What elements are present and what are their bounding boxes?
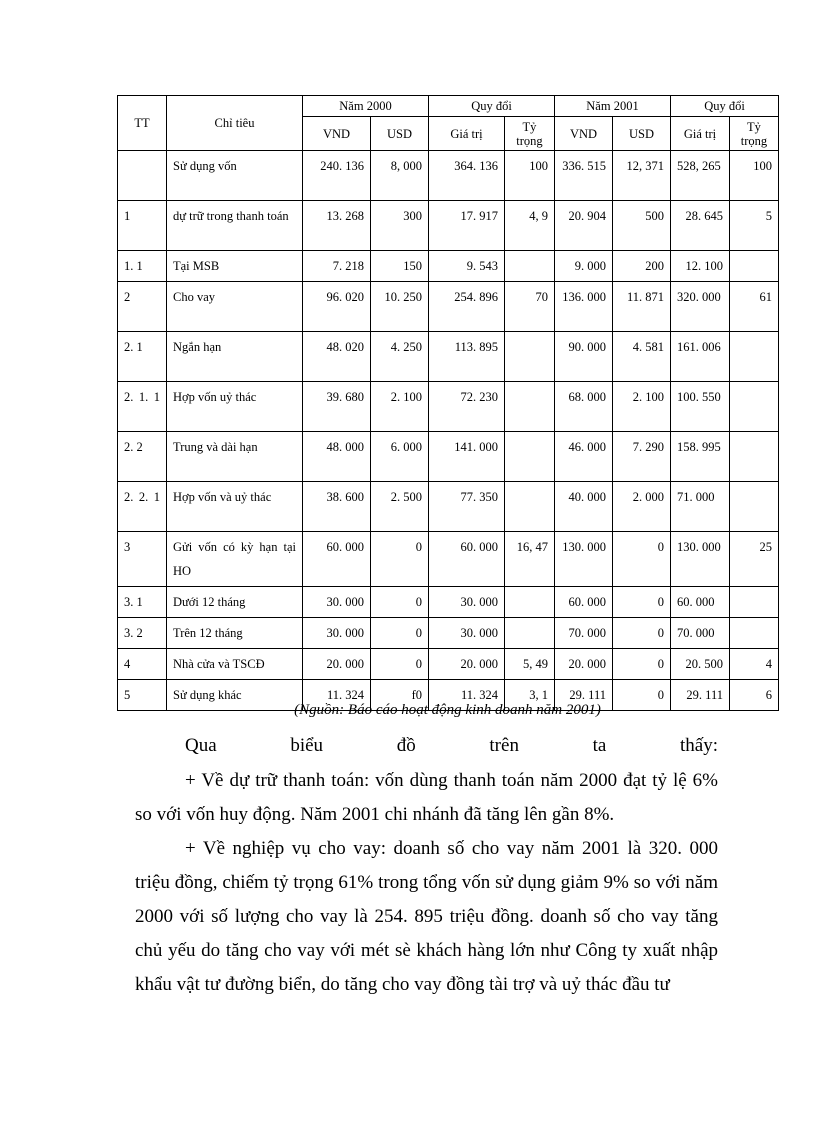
cell-vnd-2001: 60. 000	[555, 587, 613, 618]
cell-gia-tri-1: 60. 000	[429, 532, 505, 587]
cell-vnd-2001: 40. 000	[555, 482, 613, 532]
cell-gia-tri-1: 77. 350	[429, 482, 505, 532]
table-row	[118, 649, 779, 680]
cell-vnd-2000: 20. 000	[303, 649, 371, 680]
cell-vnd-2000: 7. 218	[303, 251, 371, 282]
cell-label: Dưới 12 tháng	[167, 587, 303, 618]
table-row	[118, 382, 779, 432]
table-row	[118, 201, 779, 251]
cell-gia-tri-2: 130. 000	[671, 532, 730, 587]
table-row	[118, 332, 779, 382]
cell-gia-tri-1: 20. 000	[429, 649, 505, 680]
header-vnd-2000: VND	[303, 117, 371, 151]
cell-vnd-2001: 20. 000	[555, 649, 613, 680]
cell-tt: 5	[118, 680, 167, 711]
cell-usd-2000: 0	[371, 532, 429, 587]
table-source-caption: (Nguồn: Báo cáo hoạt động kinh doanh năm 2001)	[294, 702, 601, 718]
header-chi-tieu: Chỉ tiêu	[167, 96, 303, 151]
cell-tt: 2. 2. 1	[118, 482, 167, 532]
cell-gia-tri-2: 100. 550	[671, 382, 730, 432]
cell-ty-trong-2: 61	[730, 282, 779, 332]
header-nam-2000: Năm 2000	[303, 96, 429, 117]
cell-label: Sử dụng khác	[167, 680, 303, 711]
header-nam-2001: Năm 2001	[555, 96, 671, 117]
cell-vnd-2001: 70. 000	[555, 618, 613, 649]
cell-gia-tri-2: 12. 100	[671, 251, 730, 282]
cell-ty-trong-2	[730, 251, 779, 282]
cell-usd-2000: f0	[371, 680, 429, 711]
cell-vnd-2001: 136. 000	[555, 282, 613, 332]
header-ty-trong-1: Tỷ trọng	[505, 117, 555, 151]
cell-vnd-2000: 39. 680	[303, 382, 371, 432]
header-quy-doi-2: Quy đổi	[671, 96, 779, 117]
cell-gia-tri-2: 71. 000	[671, 482, 730, 532]
cell-vnd-2000: 60. 000	[303, 532, 371, 587]
cell-tt: 2. 1. 1	[118, 382, 167, 432]
cell-tt: 1. 1	[118, 251, 167, 282]
cell-vnd-2000: 240. 136	[303, 151, 371, 201]
cell-usd-2000: 0	[371, 587, 429, 618]
table-row	[118, 482, 779, 532]
cell-ty-trong-1: 5, 49	[505, 649, 555, 680]
paragraph-intro: Qua biểu đồ trên ta thấy:	[185, 735, 718, 756]
cell-usd-2001: 11. 871	[613, 282, 671, 332]
table-row	[118, 618, 779, 649]
table-row	[118, 282, 779, 332]
cell-usd-2000: 2. 100	[371, 382, 429, 432]
paragraph-reserve: + Về dự trữ thanh toán: vốn dùng thanh toán năm 2000 đạt tỷ lệ 6% so với vốn huy động. Năm 2001 chi nhánh đã tăng lên gần 8%.	[135, 770, 718, 825]
cell-gia-tri-1: 9. 543	[429, 251, 505, 282]
cell-usd-2001: 7. 290	[613, 432, 671, 482]
cell-usd-2000: 150	[371, 251, 429, 282]
cell-gia-tri-1: 17. 917	[429, 201, 505, 251]
header-vnd-2001: VND	[555, 117, 613, 151]
cell-vnd-2001: 29. 111	[555, 680, 613, 711]
cell-ty-trong-2	[730, 482, 779, 532]
capital-usage-table	[117, 95, 779, 711]
cell-gia-tri-1: 30. 000	[429, 587, 505, 618]
cell-tt: 2. 1	[118, 332, 167, 382]
cell-ty-trong-1	[505, 251, 555, 282]
cell-usd-2001: 2. 000	[613, 482, 671, 532]
cell-gia-tri-1: 141. 000	[429, 432, 505, 482]
cell-ty-trong-2	[730, 382, 779, 432]
cell-label: Sử dụng vốn	[167, 151, 303, 201]
cell-ty-trong-2	[730, 432, 779, 482]
header-usd-2000: USD	[371, 117, 429, 151]
cell-ty-trong-1: 4, 9	[505, 201, 555, 251]
cell-tt: 2. 2	[118, 432, 167, 482]
cell-tt: 1	[118, 201, 167, 251]
cell-tt: 3. 2	[118, 618, 167, 649]
cell-usd-2001: 4. 581	[613, 332, 671, 382]
table-row	[118, 432, 779, 482]
cell-usd-2000: 6. 000	[371, 432, 429, 482]
cell-ty-trong-1	[505, 332, 555, 382]
cell-label: Tại MSB	[167, 251, 303, 282]
cell-gia-tri-2: 158. 995	[671, 432, 730, 482]
cell-ty-trong-1: 70	[505, 282, 555, 332]
cell-vnd-2001: 20. 904	[555, 201, 613, 251]
cell-label: Trên 12 tháng	[167, 618, 303, 649]
cell-ty-trong-2: 100	[730, 151, 779, 201]
cell-ty-trong-1	[505, 432, 555, 482]
cell-gia-tri-2: 60. 000	[671, 587, 730, 618]
table-row	[118, 151, 779, 201]
cell-usd-2000: 0	[371, 649, 429, 680]
cell-label: Hợp vốn và uỷ thác	[167, 482, 303, 532]
header-gia-tri-1: Giá trị	[429, 117, 505, 151]
cell-label: Trung và dài hạn	[167, 432, 303, 482]
cell-ty-trong-1: 100	[505, 151, 555, 201]
cell-vnd-2000: 11. 324	[303, 680, 371, 711]
cell-usd-2001: 500	[613, 201, 671, 251]
cell-gia-tri-2: 70. 000	[671, 618, 730, 649]
cell-label: Gửi vốn có kỳ hạn tại HO	[167, 532, 303, 587]
cell-usd-2000: 2. 500	[371, 482, 429, 532]
cell-gia-tri-2: 28. 645	[671, 201, 730, 251]
cell-tt: 2	[118, 282, 167, 332]
header-ty-trong-2: Tỷ trọng	[730, 117, 779, 151]
cell-tt: 3	[118, 532, 167, 587]
cell-vnd-2000: 48. 000	[303, 432, 371, 482]
cell-usd-2001: 0	[613, 532, 671, 587]
cell-vnd-2001: 46. 000	[555, 432, 613, 482]
cell-usd-2001: 200	[613, 251, 671, 282]
cell-vnd-2000: 13. 268	[303, 201, 371, 251]
header-quy-doi-1: Quy đổi	[429, 96, 555, 117]
cell-usd-2000: 4. 250	[371, 332, 429, 382]
cell-gia-tri-1: 11. 324	[429, 680, 505, 711]
table-row	[118, 532, 779, 587]
cell-ty-trong-2: 6	[730, 680, 779, 711]
cell-usd-2001: 0	[613, 649, 671, 680]
header-usd-2001: USD	[613, 117, 671, 151]
table-row	[118, 587, 779, 618]
cell-vnd-2000: 96. 020	[303, 282, 371, 332]
cell-usd-2001: 0	[613, 680, 671, 711]
paragraph-lending: + Về nghiệp vụ cho vay: doanh số cho vay năm 2001 là 320. 000 triệu đồng, chiếm tỷ trọng 61% trong tổng vốn sử dụng giảm 9% so với năm 2000 với số lượng cho vay là 254. 895 triệu đồng. doanh số cho vay tăng chủ yếu do tăng cho vay với mét sè khách hàng lớn như Công ty xuất nhập khẩu vật tư đường biển, do tăng cho vay đồng tài trợ và uỷ thác đầu tư	[135, 838, 718, 995]
cell-gia-tri-2: 320. 000	[671, 282, 730, 332]
cell-vnd-2001: 68. 000	[555, 382, 613, 432]
cell-ty-trong-1	[505, 587, 555, 618]
cell-gia-tri-1: 364. 136	[429, 151, 505, 201]
cell-gia-tri-1: 113. 895	[429, 332, 505, 382]
cell-vnd-2001: 90. 000	[555, 332, 613, 382]
cell-usd-2000: 8, 000	[371, 151, 429, 201]
cell-ty-trong-2	[730, 587, 779, 618]
cell-ty-trong-1	[505, 618, 555, 649]
cell-label: Nhà cửa và TSCĐ	[167, 649, 303, 680]
cell-label: Cho vay	[167, 282, 303, 332]
cell-ty-trong-2	[730, 618, 779, 649]
cell-label: Hợp vốn uỷ thác	[167, 382, 303, 432]
cell-label: dự trữ trong thanh toán	[167, 201, 303, 251]
cell-ty-trong-2: 4	[730, 649, 779, 680]
cell-vnd-2001: 9. 000	[555, 251, 613, 282]
cell-vnd-2001: 336. 515	[555, 151, 613, 201]
table-row	[118, 251, 779, 282]
cell-gia-tri-2: 528, 265	[671, 151, 730, 201]
cell-gia-tri-2: 29. 111	[671, 680, 730, 711]
cell-usd-2000: 0	[371, 618, 429, 649]
cell-tt: 4	[118, 649, 167, 680]
cell-ty-trong-1: 16, 47	[505, 532, 555, 587]
cell-usd-2001: 12, 371	[613, 151, 671, 201]
cell-gia-tri-2: 20. 500	[671, 649, 730, 680]
header-tt: TT	[118, 96, 167, 151]
cell-usd-2000: 10. 250	[371, 282, 429, 332]
cell-ty-trong-1	[505, 382, 555, 432]
cell-vnd-2000: 38. 600	[303, 482, 371, 532]
cell-ty-trong-1: 3, 1	[505, 680, 555, 711]
cell-vnd-2000: 30. 000	[303, 587, 371, 618]
cell-vnd-2001: 130. 000	[555, 532, 613, 587]
cell-tt: 3. 1	[118, 587, 167, 618]
cell-vnd-2000: 30. 000	[303, 618, 371, 649]
cell-ty-trong-2	[730, 332, 779, 382]
cell-usd-2001: 0	[613, 587, 671, 618]
cell-usd-2001: 2. 100	[613, 382, 671, 432]
cell-label: Ngắn hạn	[167, 332, 303, 382]
cell-gia-tri-1: 30. 000	[429, 618, 505, 649]
cell-gia-tri-1: 72. 230	[429, 382, 505, 432]
cell-ty-trong-1	[505, 482, 555, 532]
cell-usd-2000: 300	[371, 201, 429, 251]
cell-gia-tri-2: 161. 006	[671, 332, 730, 382]
cell-gia-tri-1: 254. 896	[429, 282, 505, 332]
cell-tt	[118, 151, 167, 201]
cell-ty-trong-2: 25	[730, 532, 779, 587]
header-gia-tri-2: Giá trị	[671, 117, 730, 151]
cell-ty-trong-2: 5	[730, 201, 779, 251]
cell-vnd-2000: 48. 020	[303, 332, 371, 382]
cell-usd-2001: 0	[613, 618, 671, 649]
